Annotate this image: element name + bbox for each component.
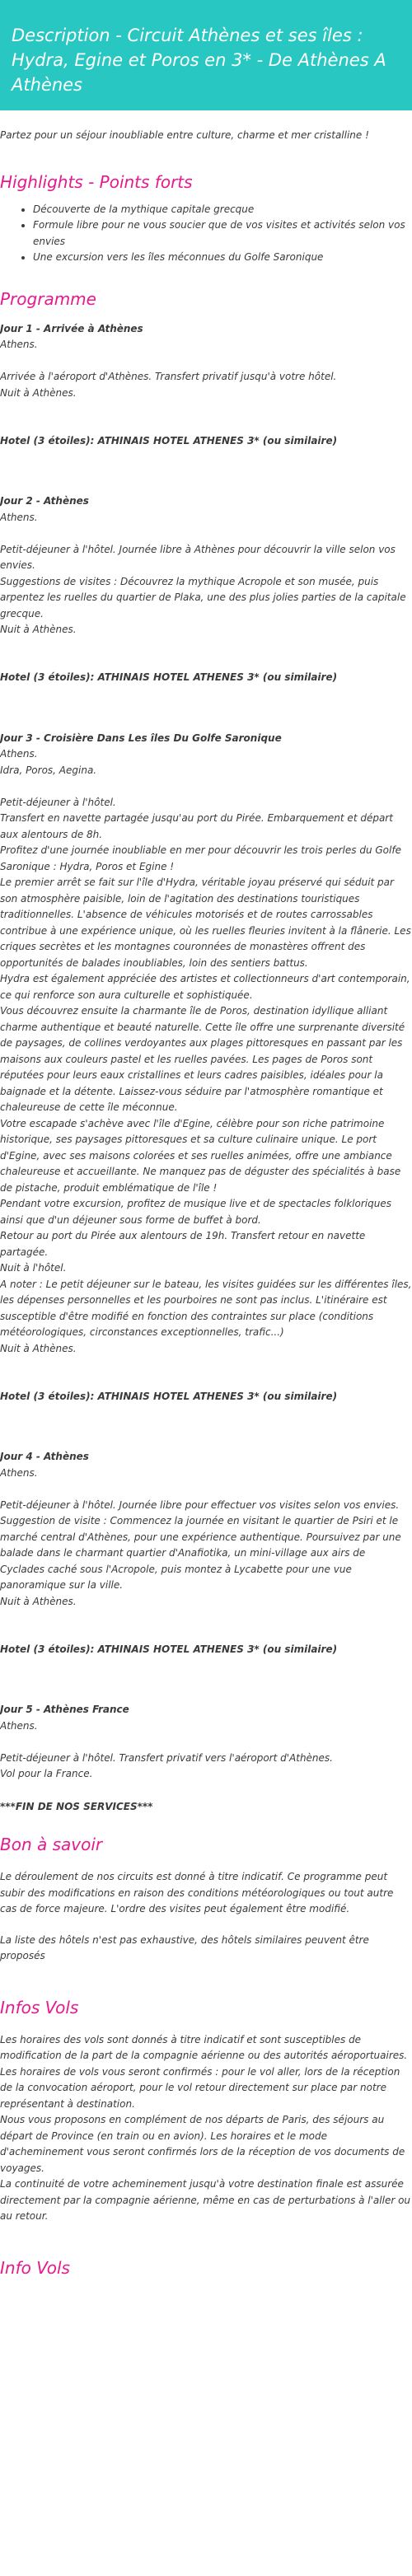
info-vols-heading: Info Vols (0, 2257, 70, 2278)
day-hotel: Hotel (3 étoiles): ATHINAIS HOTEL ATHENES 3* (ou similaire) (0, 1643, 338, 1655)
day-body-line (0, 353, 412, 370)
day-body-line: Nuit à Athènes. (0, 1342, 77, 1354)
day-title: Jour 4 - Athènes (0, 1451, 89, 1462)
day-body (0, 1734, 412, 1783)
infos-vols-line: Nous vous proposons en complément de nos départs de Paris, des séjours au départ de Province (en train ou en avion). Les horaires et le mode d'acheminement vous seront confirmés lors de la réception de vos documents de voyages. (0, 2114, 405, 2174)
day-body-line: Vous découvrez ensuite la charmante île de Poros, destination idyllique alliant charme authentique et beauté naturelle. Cette île offre une surprenante diversité de paysages, de collines verdoyantes aux plages pittoresques en passant par les maisons aux couleurs pastel et les ruelles pavées. Les pages de Poros sont réputées pour leurs eaux cristallines et leurs cadres paisibles, idéales pour la baignade et la détente. Laissez-vous séduire par l'atmosphère romantique et chaleureuse de cette île méconnue. (0, 1005, 405, 1113)
day-body-line: Nuit à Athènes. (0, 624, 77, 635)
bon-a-savoir-heading: Bon à savoir (0, 1835, 103, 1854)
day-place: Athens. (0, 748, 38, 760)
day-title: Jour 2 - Athènes (0, 495, 89, 507)
day-body-line (0, 526, 412, 542)
day-spacer (0, 449, 412, 481)
day-body-line: Arrivée à l'aéroport d'Athènes. Transfert privatif jusqu'à votre hôtel. (0, 371, 337, 382)
day-body-line: Nuit à l'hôtel. (0, 1262, 67, 1274)
day-body-line (0, 401, 412, 418)
day-body (0, 526, 412, 654)
day-body-line (0, 778, 412, 795)
end-of-services: ***FIN DE NOS SERVICES*** (0, 1800, 153, 1812)
day-body-line: Nuit à Athènes. (0, 1595, 77, 1607)
day-body-line (0, 1610, 412, 1626)
infos-vols-line: Les horaires des vols sont donnés à titre indicatif et sont susceptibles de modification de la part de la compagnie aérienne ou des autorités aéroportuaires. (0, 2033, 408, 2061)
day-body-line: Vol pour la France. (0, 1768, 93, 1779)
day-body-line: Suggestion de visite : Commencez la journée en visitant le quartier de Psiri et le marché central d'Athènes, pour une expérience authentique. Poursuivez par une balade dans le charmant quartier d'Anafiotika, un mini-village aux airs de Cyclades caché sous l'Acropole, puis montez à Lycabette pour une vue panoramique sur la ville. (0, 1515, 401, 1591)
day-hotel: Hotel (3 étoiles): ATHINAIS HOTEL ATHENES 3* (ou similaire) (0, 1390, 338, 1402)
day-place: Athens. (0, 1719, 38, 1732)
highlight-item: • Une excursion vers les îles méconnues du Golfe Saronique (33, 250, 412, 266)
day-body-line: Transfert en navette partagée jusqu'au port du Pirée. Embarquement et départ aux alentours de 8h. (0, 812, 393, 840)
day-body-line (0, 1481, 412, 1498)
infos-vols-line: La continuité de votre acheminement jusqu'à votre destination finale est assurée directement par la compagnie aérienne, même en cas de perturbations à l'aller ou au retour. (0, 2178, 411, 2222)
programme-day (0, 731, 412, 1438)
day-title: Jour 1 - Arrivée à Athènes (0, 322, 143, 334)
day-spacer (0, 686, 412, 718)
day-hotel: Hotel (3 étoiles): ATHINAIS HOTEL ATHENES 3* (ou similaire) (0, 434, 338, 446)
programme-day (0, 493, 412, 718)
day-body-line: Retour au port du Pirée aux alentours de 19h. Transfert retour en navette partagée. (0, 1230, 366, 1258)
day-body (0, 1481, 412, 1626)
day-place: Athens. (0, 339, 38, 350)
day-place: Athens. (0, 1466, 38, 1479)
infos-vols-body (0, 2032, 412, 2225)
highlight-item: • Formule libre pour ne vous soucier que de vos visites et activités selon vos envies (33, 217, 412, 250)
programme-day (0, 321, 412, 482)
infos-vols-line: Les horaires de vols vous seront confirmés : pour le vol aller, lors de la réception de la convocation aéroport, pour le vol retour directement sur place par notre représentant à destination. (0, 2065, 400, 2110)
programme-heading: Programme (0, 288, 96, 309)
bon-a-savoir-paragraph: Le déroulement de nos circuits est donné à titre indicatif. Ce programme peut subir des modifications en raison des conditions météorologiques ou tout autre cas de force majeure. L'ordre des visites peut également être modifié. (0, 1871, 394, 1914)
day-body-line: Petit-déjeuner à l'hôtel. Transfert privatif vers l'aéroport d'Athènes. (0, 1751, 333, 1764)
day-body-line: Pendant votre excursion, profitez de musique live et de spectacles folkloriques ainsi que d'un déjeuner sous forme de buffet à bord. (0, 1198, 391, 1226)
day-place: Athens. (0, 511, 38, 523)
day-body (0, 353, 412, 418)
day-spacer (0, 1405, 412, 1437)
bon-a-savoir-paragraph: La liste des hôtels n'est pas exhaustive, des hôtels similaires peuvent être proposés (0, 1933, 369, 1961)
day-body-line: Idra, Poros, Aegina. (0, 764, 97, 776)
highlights-list (0, 202, 412, 266)
intro-text: Partez pour un séjour inoubliable entre culture, charme et mer cristalline ! (0, 129, 369, 141)
day-body-line (0, 1734, 412, 1751)
programme-day (0, 1702, 412, 1783)
day-body-line: Petit-déjeuner à l'hôtel. Journée libre pour effectuer vos visites selon vos envies. (0, 1498, 400, 1511)
day-body-line (0, 1357, 412, 1373)
day-hotel: Hotel (3 étoiles): ATHINAIS HOTEL ATHENES 3* (ou similaire) (0, 671, 338, 683)
day-body-line: Le premier arrêt se fait sur l'île d'Hydra, véritable joyau préservé qui séduit par son atmosphère paisible, loin de l'agitation des destinations touristiques traditionnelles. L'absence de véhicules motorisés et de routes carrossables contribue à une expérience unique, où les ruelles fleuries invitent à la flânerie. Les criques secrètes et les montagnes couronnées de monastères offrent des opportunités de balades inoubliables, loin des sentiers battus. (0, 877, 411, 969)
day-body-line: Petit-déjeuner à l'hôtel. (0, 796, 116, 808)
day-body-line: Nuit à Athènes. (0, 386, 77, 399)
page-title: Description - Circuit Athènes et ses îles : Hydra, Egine et Poros en 3* - De Athènes A Athènes (0, 0, 412, 110)
day-body-line: Suggestions de visites : Découvrez la mythique Acropole et son musée, puis arpentez les ruelles du quartier de Plaka, une des plus jolies parties de la capitale grecque. (0, 575, 406, 619)
highlights-heading: Highlights - Points forts (0, 171, 193, 192)
day-body-line: Profitez d'une journée inoubliable en mer pour découvrir les trois perles du Golfe Saronique : Hydra, Poros et Egine ! (0, 844, 401, 872)
day-body (0, 763, 412, 1373)
day-spacer (0, 1657, 412, 1690)
day-body-line: Votre escapade s'achève avec l'île d'Egine, célèbre pour son riche patrimoine historique, ses paysages pittoresques et sa culture culinaire unique. Le port d'Egine, avec ses maisons colorées et ses ruelles animées, offre une ambiance chaleureuse et accueillante. Ne manquez pas de déguster des spécialités à base de pistache, produit emblématique de l'île ! (0, 1117, 401, 1194)
programme-day (0, 1449, 412, 1690)
day-title: Jour 3 - Croisière Dans Les îles Du Golfe Saronique (0, 732, 282, 744)
infos-vols-heading: Infos Vols (0, 1997, 79, 2017)
day-body-line: Petit-déjeuner à l'hôtel. Journée libre à Athènes pour découvrir la ville selon vos envies. (0, 543, 396, 571)
day-body-line: Hydra est également appréciée des artistes et collectionneurs d'art contemporain, ce qui renforce son aura culturelle et sophistiquée. (0, 973, 410, 1001)
day-title: Jour 5 - Athènes France (0, 1704, 129, 1715)
highlight-item: • Découverte de la mythique capitale grecque (33, 202, 412, 218)
programme-days (0, 321, 412, 1783)
day-body-line: A noter : Le petit déjeuner sur le bateau, les visites guidées sur les différentes îles, les dépenses personnelles et les pourboires ne sont pas inclus. L'itinéraire est susceptible d'être modifié en fonction des contraintes sur place (conditions météorologiques, circonstances exceptionnelles, trafic...) (0, 1278, 412, 1338)
day-body-line (0, 638, 412, 655)
